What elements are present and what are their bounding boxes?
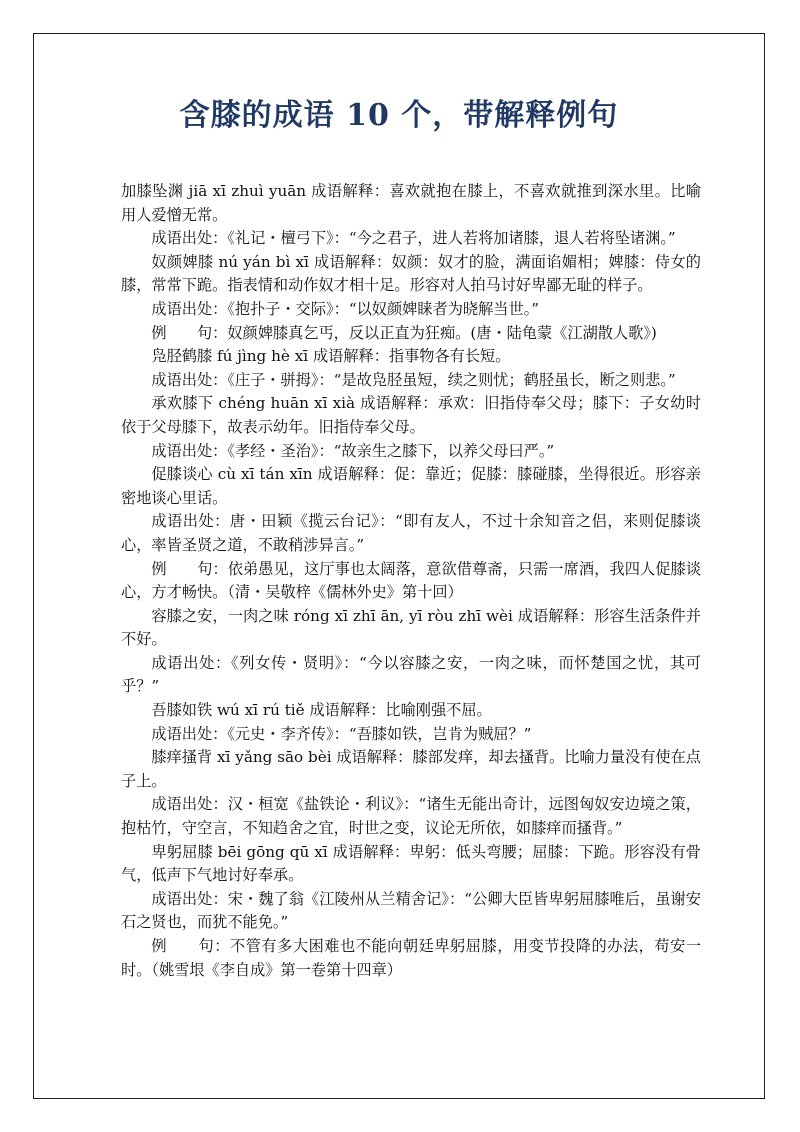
paragraph: 卑躬屈膝 bēi gōng qū xī 成语解释：卑躬：低头弯腰；屈膝：下跪。形容没有骨气，低声下气地讨好奉承。 (121, 842, 701, 885)
paragraph: 膝痒搔背 xī yǎng sāo bèi 成语解释：膝部发痒，却去搔背。比喻力量没有使在点子上。 (121, 748, 701, 790)
paragraph: 加膝坠渊 jiā xī zhuì yuān 成语解释：喜欢就抱在膝上，不喜欢就推到深水里。比喻用人爱憎无常。 (121, 182, 701, 224)
paragraph: 成语出处：《孝经・圣治》：“故亲生之膝下，以养父母曰严。” (151, 441, 555, 460)
paragraph: 承欢膝下 chéng huān xī xià 成语解释：承欢：旧指侍奉父母；膝下：子女幼时依于父母膝下，故表示幼年。旧指侍奉父母。 (121, 394, 701, 436)
paragraph: 容膝之安，一肉之味 róng xī zhī ān, yī ròu zhī wèi 成语解释：形容生活条件并不好。 (121, 606, 701, 649)
paragraph: 例 句：奴颜婢膝真乞丐，反以正直为狂痴。(唐・陆龟蒙《江湖散人歌》) (151, 323, 657, 342)
paragraph: 例 句：不管有多大困难也不能向朝廷卑躬屈膝，用变节投降的办法，苟安一时。（姚雪垠《李自成》第一卷第十四章） (121, 937, 701, 979)
paragraph: 吾膝如铁 wú xī rú tiě 成语解释：比喻刚强不屈。 (151, 701, 492, 720)
paragraph: 成语出处：汉・桓宽《盐铁论・利议》：“诸生无能出奇计，远图匈奴安边境之策，抱枯竹，守空言，不知趋舍之宜，时世之变，议论无所依，如膝痒而搔背。” (121, 795, 701, 838)
paragraph: 例 句：依弟愚见，这厅事也太阔落，意欲借尊斋，只需一席酒，我四人促膝谈心，方才畅快。（清・吴敬梓《儒林外史》第十回） (121, 559, 701, 602)
paragraph: 凫胫鹤膝 fú jìng hè xī 成语解释：指事物各有长短。 (151, 347, 511, 366)
paragraph: 成语出处：宋・魏了翁《江陵州从兰精舍记》：“公卿大臣皆卑躬屈膝唯后，虽谢安石之贤也，而犹不能免。” (121, 889, 701, 932)
document-body (121, 180, 701, 982)
paragraph: 奴颜婢膝 nú yán bì xī 成语解释：奴颜：奴才的脸，满面谄媚相；婢膝：侍女的膝，常常下跪。指表情和动作奴才相十足。形容对人拍马讨好卑鄙无耻的样子。 (121, 252, 701, 295)
paragraph: 成语出处：《礼记・檀弓下》：“今之君子，进人若将加诸膝，退人若将坠诸渊。” (151, 229, 676, 248)
paragraph: 成语出处：《列女传・贤明》：“今以容膝之安，一肉之味，而怀楚国之忧，其可乎？” (121, 653, 701, 696)
paragraph: 成语出处：《庄子・骈拇》：“是故凫胫虽短，续之则忧；鹤胫虽长，断之则悲。” (151, 370, 676, 389)
paragraph: 成语出处：唐・田颖《揽云台记》：“即有友人，不过十余知音之侣，来则促膝谈心，率皆圣贤之道，不敢稍涉异言。” (121, 512, 701, 554)
paragraph: 促膝谈心 cù xī tán xīn 成语解释：促：靠近；促膝：膝碰膝，坐得很近。形容亲密地谈心里话。 (121, 465, 701, 507)
paragraph: 成语出处：《抱扑子・交际》：“以奴颜婢睐者为晓解当世。” (151, 299, 539, 318)
page-title: 含膝的成语 10 个，带解释例句 (179, 98, 619, 133)
paragraph: 成语出处：《元史・李齐传》：“吾膝如铁，岂肯为贼屈？” (151, 724, 532, 743)
